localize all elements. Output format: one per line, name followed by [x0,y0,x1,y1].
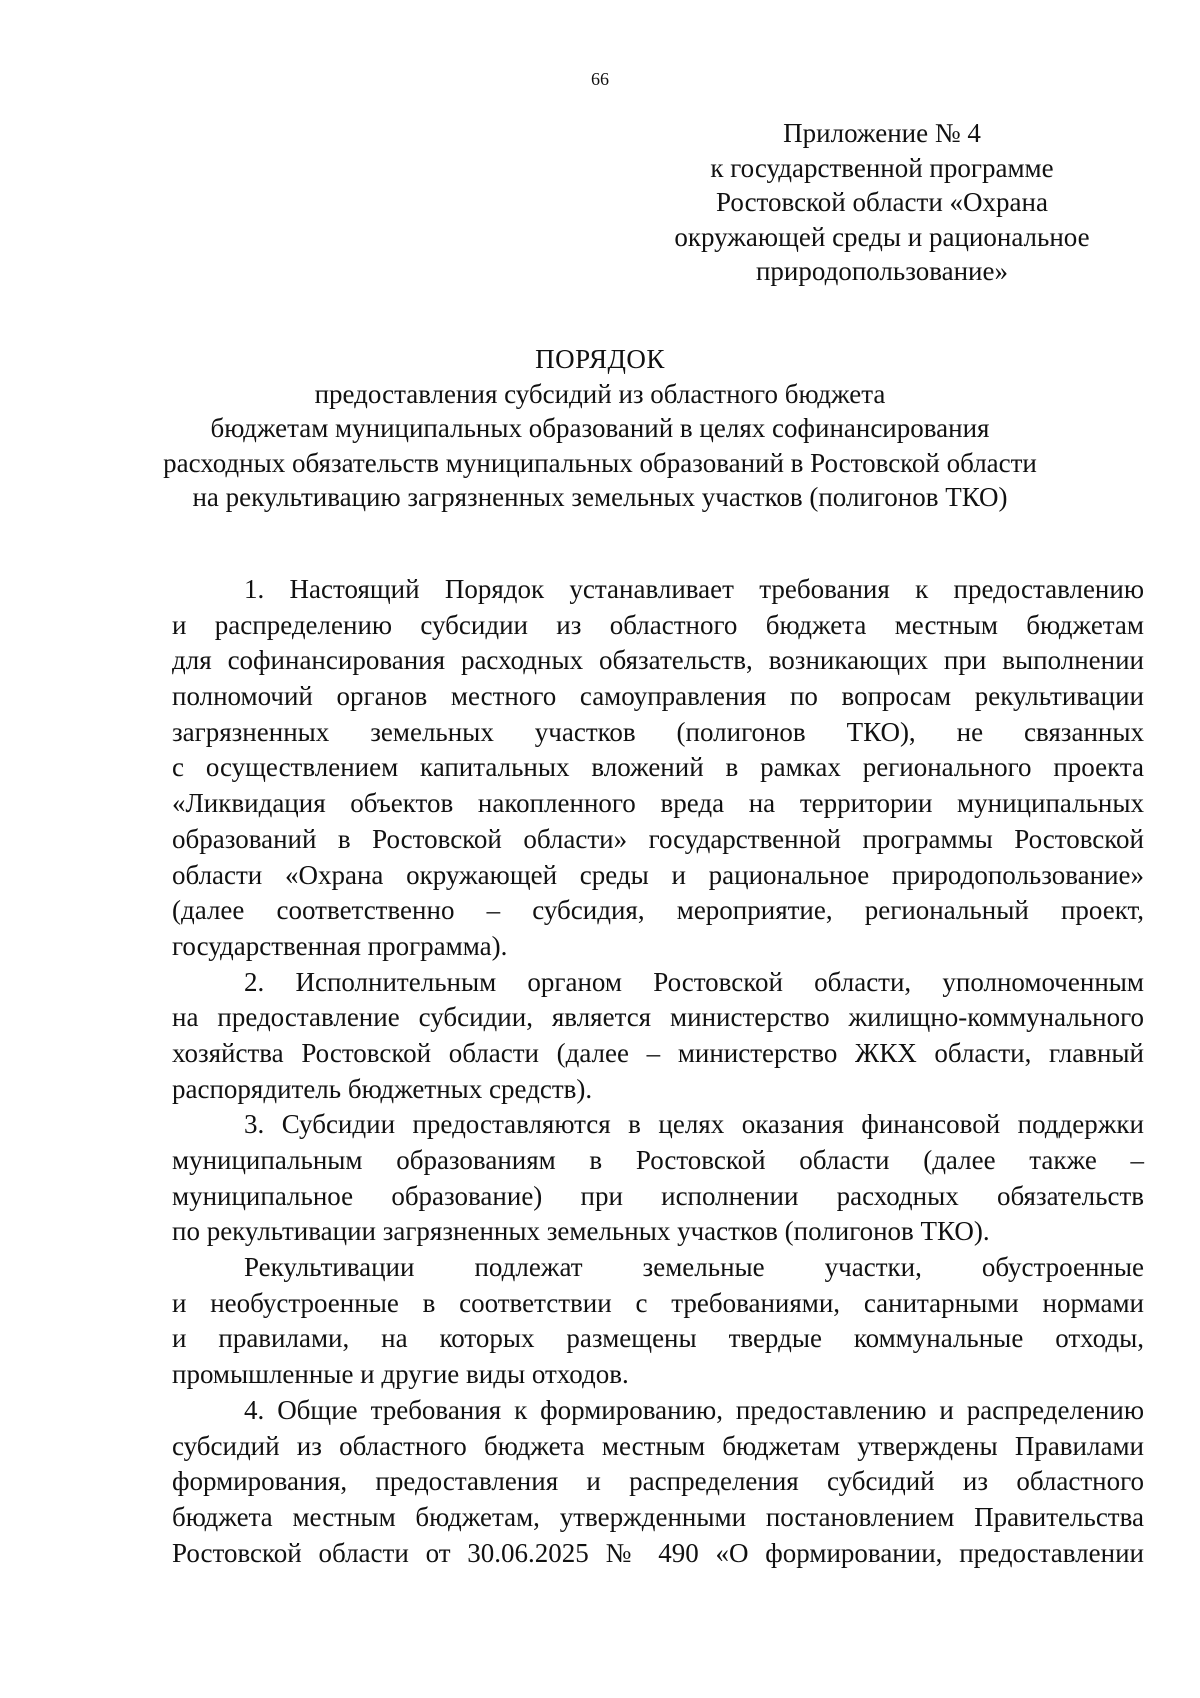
text-line: муниципальным образованиям в Ростовской области (далее также – [172,1145,1144,1175]
text-line: полномочий органов местного самоуправления по вопросам рекультивации [172,681,1144,712]
paragraph-3 [172,1107,1144,1250]
text-line: государственная программа). [172,930,508,961]
text-line: по рекультивации загрязненных земельных участков (полигонов ТКО). [172,1216,990,1247]
document-body [172,572,1144,1571]
document-subtitle-line: бюджетам муниципальных образований в целях софинансирования [210,413,990,443]
page-number: 66 [591,69,609,89]
text-line: и правилами, на которых размещены твердые коммунальные отходы, [172,1323,1144,1354]
appendix-line: Ростовской области «Охрана [716,187,1048,217]
text-line: муниципальное образование) при исполнении расходных обязательств [172,1180,1144,1211]
text-line: образований в Ростовской области» государственной программы Ростовской [172,823,1144,854]
text-line: Ростовской области от 30.06.2025 № 490 «О формировании, предоставлении [172,1537,1144,1568]
document-subtitle-line: на рекультивацию загрязненных земельных участков (полигонов ТКО) [192,482,1008,512]
text-line: загрязненных земельных участков (полигонов ТКО), не связанных [172,716,1144,747]
text-line: с осуществлением капитальных вложений в рамках регионального проекта [172,752,1144,783]
appendix-line: Приложение № 4 [783,118,981,148]
appendix-header [672,116,1092,289]
appendix-line: природопользование» [755,256,1008,286]
text-line: субсидий из областного бюджета местным бюджетам утверждены Правилами [172,1430,1144,1461]
text-line: «Ликвидация объектов накопленного вреда на территории муниципальных [172,788,1144,819]
paragraph-4 [172,1393,1144,1571]
text-line: на предоставление субсидии, является министерство жилищно-коммунального [172,1002,1144,1033]
text-line: и распределению субсидии из областного бюджета местным бюджетам [172,609,1144,640]
appendix-line: к государственной программе [710,152,1054,183]
text-line: 1. Настоящий Порядок устанавливает требования к предоставлению [244,574,1144,604]
text-line: промышленные и другие виды отходов. [172,1359,629,1390]
document-subtitle-line: предоставления субсидий из областного бюджета [314,378,886,409]
appendix-line: окружающей среды и рациональное [674,221,1090,252]
document-title: ПОРЯДОК [535,344,665,374]
text-line: (далее соответственно – субсидия, мероприятие, региональный проект, [172,895,1144,926]
paragraph-3-continued [172,1250,1144,1393]
text-line: и необустроенные в соответствии с требованиями, санитарными нормами [172,1287,1144,1318]
document-subtitle-line: расходных обязательств муниципальных образований в Ростовской области [163,447,1037,478]
text-line: 4. Общие требования к формированию, предоставлению и распределению [244,1394,1144,1425]
text-line: области «Охрана окружающей среды и рациональное природопользование» [172,859,1144,890]
text-line: хозяйства Ростовской области (далее – министерство ЖКХ области, главный [172,1037,1144,1068]
text-line: 3. Субсидии предоставляются в целях оказания финансовой поддержки [244,1109,1144,1140]
text-line: для софинансирования расходных обязательств, возникающих при выполнении [172,645,1144,676]
text-line: Рекультивации подлежат земельные участки, обустроенные [244,1252,1144,1283]
text-line: бюджета местным бюджетам, утвержденными постановлением Правительства [172,1501,1144,1532]
document-title-block [150,342,1050,515]
text-line: распорядитель бюджетных средств). [172,1073,593,1104]
text-line: 2. Исполнительным органом Ростовской области, уполномоченным [244,966,1144,997]
paragraph-1 [172,572,1144,965]
paragraph-2 [172,965,1144,1108]
text-line: формирования, предоставления и распределения субсидий из областного [172,1466,1144,1497]
